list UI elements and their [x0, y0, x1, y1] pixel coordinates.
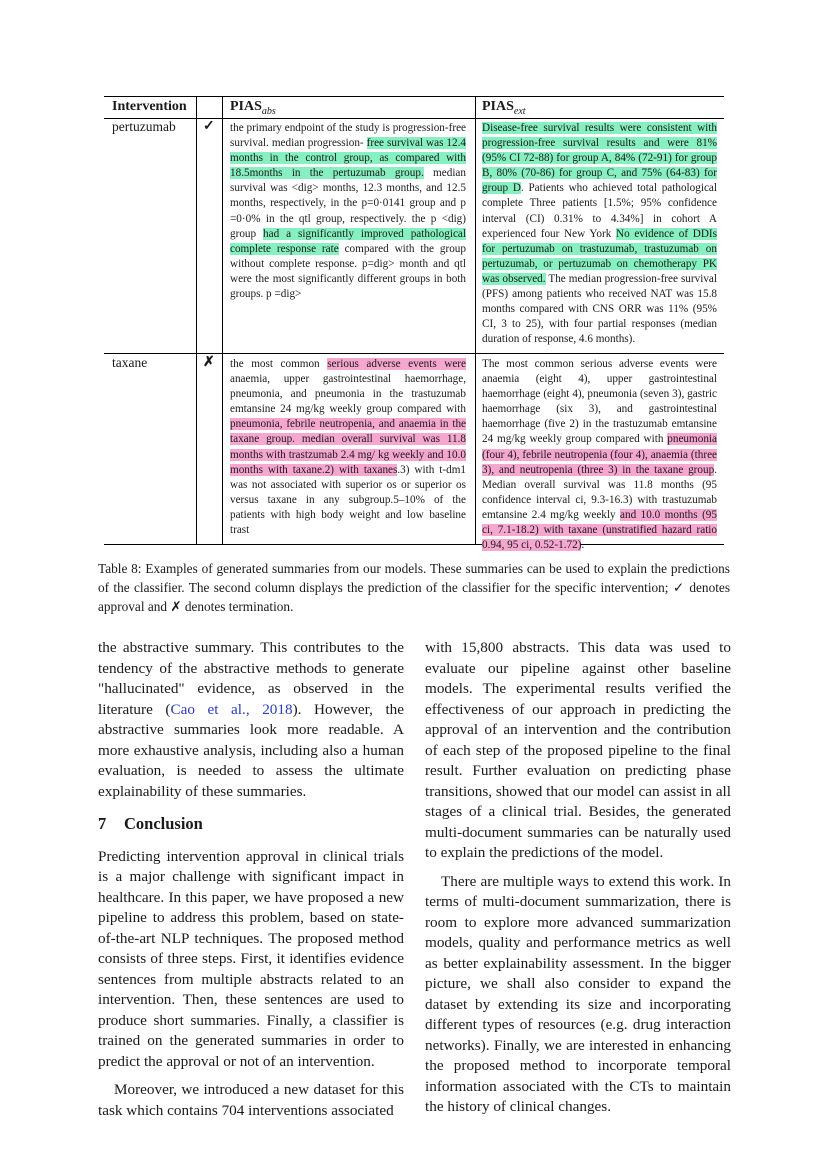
evidence-highlight-green: Disease-free survival results were consistent with progression-free survival results and were 81% (95% CI 72-88) for group A, 84% (72-91) for group B, 80% (70-86) for group C, and 75% (64-83) for group D — [482, 122, 717, 195]
summary-text-run: the most common — [230, 358, 328, 370]
summary-text-run: The most common serious adverse events were anaemia (eight 4), upper gastrointestinal haemorrhage (eight 4), pneumonia (seven 3), gastric haemorrhage (six 3), and gastrointestinal haemorrhage (five 2) in the trastuzumab emtansine 24 mg/kg weekly group compared with — [482, 358, 717, 446]
citation-separator: , — [245, 700, 263, 718]
row-intervention-name: pertuzumab — [112, 119, 176, 134]
header-pias-ext-main: PIAS — [482, 99, 514, 114]
text-run: ). However, the abstractive summaries look more readable. A more exhaustive analysis, including also a human evaluation, is needed to assess the ultimate explainability of these summaries. — [98, 700, 405, 800]
section-heading — [98, 814, 404, 835]
paragraph: Moreover, we introduced a new dataset for this task which contains 704 interventions associated — [98, 1081, 404, 1119]
extractive-summary — [482, 121, 717, 347]
header-intervention-text: Intervention — [112, 99, 187, 114]
paragraph — [98, 638, 404, 802]
header-pias-abs — [230, 99, 276, 120]
summary-text-run: the primary endpoint of the study is progression-free survival. median progression- — [230, 122, 466, 150]
header-pias-abs-sub: abs — [261, 105, 276, 117]
table-top-rule — [104, 96, 724, 97]
evidence-highlight-green: free survival was 12.4 months in the control group, as compared with 18.5months in the pertuzumab group. — [230, 137, 466, 180]
summary-table — [104, 96, 724, 552]
summary-text-run: . Patients who achieved total pathological complete Three patients [1.5%; 95% confidence interval (CI) 0.31% to 4.34%] in cohort A experienced four New York — [482, 182, 717, 240]
paragraph: with 15,800 abstracts. This data was used to evaluate our pipeline against other baseline models. The experimental results verified the effectiveness of our approach in predicting the approval of an intervention and the contribution of each step of the proposed pipeline to the final result. Further evaluation on predicting phase transitions, showed that our model can assist in all stages of a clinical trial. Besides, the generated multi-document summaries can be naturally used to explain the predictions of the model. — [425, 639, 731, 861]
right-column — [425, 638, 731, 1118]
summary-text-run: . Median overall survival was 11.8 months (95 confidence interval ci, 9.3-16.3) with trastuzumab emtansine 2.4 mg/kg weekly — [482, 463, 717, 521]
citation-link[interactable] — [170, 701, 292, 718]
summary-text-run: compared with the group without complete response. p=dig> month and qtl were the most significantly different groups in both groups. p =dig> — [230, 242, 466, 301]
left-column — [98, 638, 404, 1121]
evidence-highlight-pink: and 10.0 months (95 ci, 7.1-18.2) with taxane (unstratified hazard ratio 0.94, 95 ci, 0.52-1.72) — [482, 508, 717, 552]
abstractive-summary — [230, 357, 466, 538]
table-caption: Table 8: Examples of generated summaries from our models. These summaries can be used to explain the predictions of the classifier. The second column displays the prediction of the classifier for the specific intervention; ✓ denotes approval and ✗ denotes termination. — [98, 561, 730, 614]
citation-author: Cao et al. — [170, 700, 246, 718]
evidence-highlight-pink: pneumonia, febrile neutropenia, and anaemia in the taxane group. median overall survival was 11.8 months with trastzumab 2.4 mg/ kg weekly and 10.0 months with taxane.2) with taxanes — [230, 418, 466, 476]
paragraph: Predicting intervention approval in clinical trials is a major challenge with significant impact in healthcare. In this paper, we have proposed a new pipeline to address this problem, based on state-of-the-art NLP techniques. The proposed method consists of three steps. First, it identifies evidence sentences from multiple abstracts related to an intervention. Then, these sentences are used to produce short summaries. Finally, a classifier is trained on the generated summaries in order to predict the approval or not of an intervention. — [98, 847, 404, 1070]
evidence-highlight-pink: pneumonia (four 4), febrile neutropenia (four 4), anaemia (three 3), and neutropenia (three 3) in the taxane group — [482, 433, 717, 476]
table-column-divider — [196, 96, 197, 544]
table-header-rule — [104, 118, 724, 119]
table-row-separator — [104, 353, 724, 354]
table-column-divider — [475, 96, 476, 544]
header-pias-ext-sub: ext — [513, 105, 526, 117]
termination-cross-icon: ✗ — [203, 355, 215, 370]
row-intervention-name: taxane — [112, 355, 148, 370]
summary-text-run: median survival was <dig> months, 12.3 months, and 12.5 months, respectively, in the p=0·0141 group and p =0·0% in the qtl group, respectively. the p <dig) group — [230, 167, 466, 240]
evidence-highlight-green: No evidence of DDIs for pertuzumab on trastuzumab, trastuzumab on pertuzumab, or pertuzumab on chemotherapy PK was observed. — [482, 227, 718, 285]
table-column-divider — [222, 96, 223, 544]
paragraph: There are multiple ways to extend this work. In terms of multi-document summarization, there is room to explore more advanced summarization models, quality and performance metrics as well as better explainability assessment. In the bigger picture, we shall also consider to expand the dataset by extending its size and incorporating different types of resources (e.g. drug interaction networks). Finally, we are interested in enhancing the proposed method to incorporate temporal information associated with the CTs to maintain the history of clinical changes. — [425, 872, 731, 1115]
header-pias-ext — [482, 99, 526, 120]
summary-text-run: The median progression-free survival (PFS) among patients who received NAT was 15.8 months compared with CNS ORR was 11% (95% CI, 3 to 25), with four partial responses (median duration of response, 4.6 months). — [482, 272, 717, 346]
summary-text-run: . — [581, 539, 585, 552]
evidence-highlight-green: had a significantly improved pathological complete response rate — [230, 227, 466, 255]
extractive-summary — [482, 357, 717, 553]
approval-check-icon: ✓ — [203, 119, 215, 134]
citation-year: 2018 — [262, 700, 293, 718]
header-intervention — [112, 99, 187, 115]
evidence-highlight-pink: serious adverse events were — [327, 358, 466, 370]
summary-text-run: anaemia, upper gastrointestinal haemorrhage, pneumonia, and pneumonia in the trastuzumab emtansine 24 mg/kg weekly group compared with — [230, 373, 466, 416]
abstractive-summary — [230, 121, 466, 302]
header-pias-abs-main: PIAS — [230, 99, 262, 114]
section-title: Conclusion — [124, 814, 203, 833]
section-number: 7 — [98, 814, 107, 833]
text-run: the abstractive summary. This contributes to the tendency of the abstractive methods to generate "hallucinated" evidence, as observed in the literature ( — [98, 639, 404, 718]
summary-text-run: .3) with t-dm1 was not associated with superior os or superior os versus taxane in any subgroup.5–10% of the patients with high body weight and low baseline trast — [230, 463, 466, 537]
